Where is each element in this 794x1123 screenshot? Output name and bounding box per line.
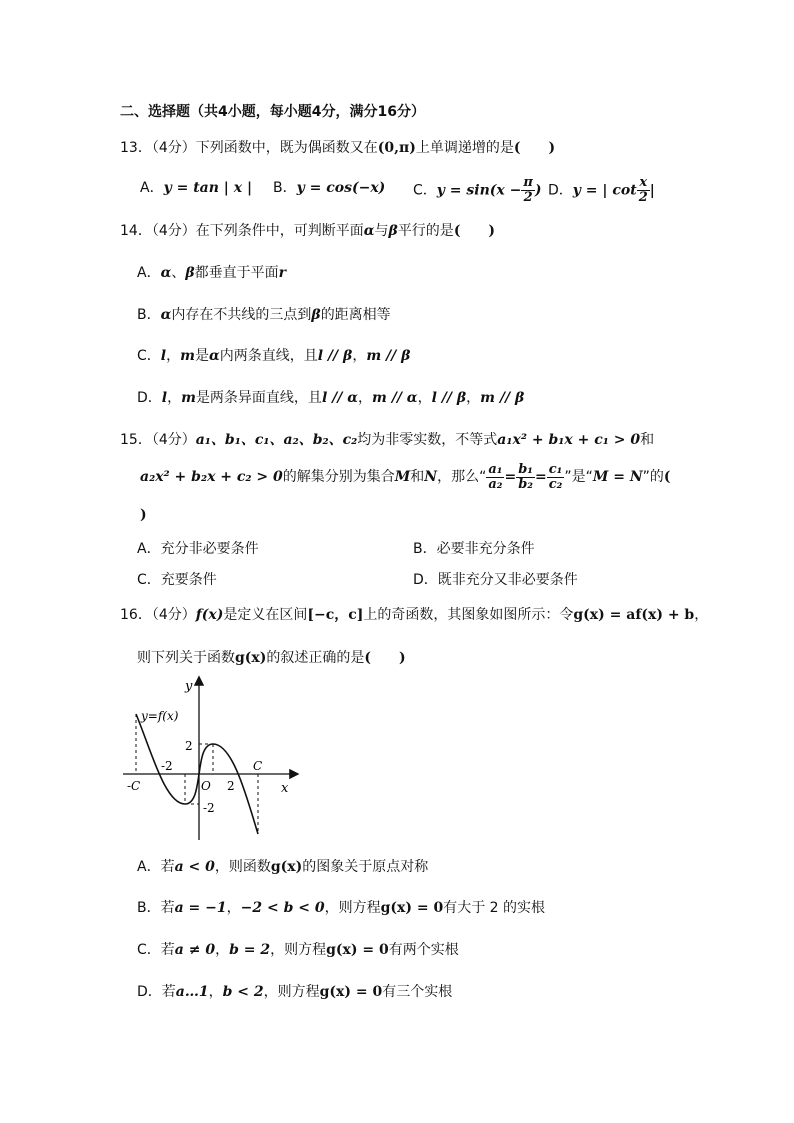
q16-d-t2: ，则方程 [263, 984, 320, 1000]
q13-stem-pre: 13．（4分）下列函数中，既为偶函数又在 [120, 140, 378, 156]
q14-c-v5: m // β [366, 348, 411, 364]
q15-frac-a-num: a₁ [488, 461, 503, 477]
q16-function-graph [115, 670, 305, 850]
q16-d-cond1: a…1 [175, 984, 209, 1000]
q13-a-label: A． [140, 180, 164, 196]
q14-c-label: C． [137, 348, 161, 364]
q15-frac-c-den: c₂ [548, 476, 563, 492]
q16-c-t2: ，则方程 [270, 942, 327, 958]
q16-stem-line2 [137, 648, 406, 668]
q15-frac-b-den: b₂ [518, 476, 534, 492]
q15-frac-a-den: a₂ [488, 476, 503, 492]
q15-paren-close: ) [140, 507, 147, 523]
q13-option-d[interactable] [548, 176, 655, 205]
q13-d-fraction [637, 176, 650, 205]
q15-option-b[interactable]: B．必要非充分条件 [413, 541, 535, 557]
label-neg-c: -C [127, 779, 141, 793]
q16-stem-pre: 16．（4分） [120, 607, 196, 623]
q14-d-t5: ， [466, 390, 481, 406]
q13-a-expr: y = tan | x | [163, 180, 253, 196]
q14-mid: 与 [374, 223, 389, 239]
q15-set-n: N [424, 469, 438, 485]
q15-frac-c-num: c₁ [548, 461, 563, 477]
q16-b-t1: ， [226, 900, 241, 916]
q13-option-a[interactable] [140, 178, 252, 198]
q14-beta: β [388, 223, 398, 239]
q16-gx: g(x) [235, 650, 267, 666]
q13-c-num: π [523, 175, 533, 190]
q16-a-g: g(x) [270, 859, 303, 875]
q14-c-v3: α [208, 348, 220, 364]
q15-frac-a [486, 463, 504, 492]
q14-stem-post: 平行的是 [397, 223, 454, 239]
q16-a-t2: 的图象关于原点对称 [302, 859, 429, 875]
q16-stem [120, 605, 708, 625]
q16-d-label: D．若 [137, 984, 176, 1000]
q14-c-t4: ， [352, 348, 367, 364]
q14-d-v5: l // β [431, 390, 467, 406]
q16-b-cond1: a = −1 [174, 900, 227, 916]
q14-d-v2: m [181, 390, 196, 406]
q16-answer-paren: ( ) [364, 650, 406, 666]
q15-stem [120, 430, 654, 450]
q14-a-v2: β [185, 265, 195, 281]
q16-c-t1: ， [215, 942, 230, 958]
q14-stem [120, 221, 495, 241]
q13-b-label: B． [273, 180, 297, 196]
q15-he: 和 [410, 469, 425, 485]
q15-set-m: M [394, 469, 411, 485]
q15-shi: ”是“ [564, 469, 593, 485]
q13-interval: (0,π) [377, 140, 416, 156]
q15-frac-c [547, 463, 565, 492]
q13-c-fraction [521, 176, 535, 205]
q14-d-label: D． [137, 390, 162, 406]
q13-stem-post: 上单调递增的是 [415, 140, 514, 156]
tick-2-x: 2 [227, 779, 235, 793]
q13-d-label: D． [548, 182, 573, 199]
q14-c-t2: 是 [194, 348, 209, 364]
q16-b-t3: 有大于 2 的实根 [443, 900, 546, 916]
q16-gdef: g(x) = af(x) + b [573, 607, 695, 623]
q13-b-expr: y = cos(−x) [296, 180, 386, 196]
q14-c-v1: l [160, 348, 167, 364]
q13-c-label: C． [413, 182, 437, 199]
q14-b-v1: α [160, 307, 172, 323]
q14-a-t2: 都垂直于平面 [194, 265, 279, 281]
q13-d-post: | [649, 182, 655, 199]
q13-d-num: x [637, 176, 650, 191]
q14-b-t1: 内存在不共线的三点到 [171, 307, 312, 323]
q16-b-cond2: −2 < b < 0 [240, 900, 325, 916]
label-origin: O [201, 779, 211, 793]
q15-ineq2: a₂x² + b₂x + c₂ > 0 [140, 469, 283, 485]
q16-b-t2: ，则方程 [324, 900, 381, 916]
q13-option-c[interactable] [413, 176, 542, 205]
q15-comma: ，那么“ [437, 469, 487, 485]
q15-option-d[interactable]: D．既非充分又非必要条件 [413, 572, 578, 588]
q16-b-label: B．若 [137, 900, 175, 916]
q14-b-v2: β [311, 307, 321, 323]
q13-d-den: 2 [638, 190, 648, 205]
q14-c-t1: ， [166, 348, 181, 364]
q16-a-label: A．若 [137, 859, 175, 875]
q15-and: 和 [640, 432, 655, 448]
q16-d-t1: ， [208, 984, 223, 1000]
q16-line2-pre: 则下列关于函数 [137, 650, 235, 666]
q15-frac-b-num: b₁ [518, 461, 534, 477]
q14-a-v1: α [160, 265, 172, 281]
q15-frac-b [516, 463, 535, 492]
q13-answer-paren: ( ) [513, 140, 556, 156]
q14-b-label: B． [137, 307, 161, 323]
q14-d-v3: l // α [321, 390, 359, 406]
q15-vars: a₁、b₁、c₁、a₂、b₂、c₂ [195, 432, 358, 448]
q14-d-v4: m // α [372, 390, 418, 406]
q13-c-den: 2 [523, 190, 533, 205]
q15-line2-mid: 的解集分别为集合 [282, 469, 395, 485]
q15-m-eq-n: M = N [592, 469, 643, 485]
q13-c-pre: y = sin(x − [436, 182, 522, 199]
q16-line2-post: 的叙述正确的是 [266, 650, 365, 666]
q14-option-d[interactable] [137, 388, 524, 408]
q16-a-cond: a < 0 [174, 859, 215, 875]
q14-option-b[interactable] [137, 305, 391, 325]
q15-eq2: = [535, 469, 547, 485]
q14-d-t4: ， [417, 390, 432, 406]
q16-interval: [−c，c] [307, 607, 364, 623]
q16-option-b[interactable] [137, 898, 545, 918]
q16-option-d[interactable] [137, 982, 452, 1002]
q14-option-a[interactable] [137, 263, 286, 283]
q16-b-eqn: g(x) = 0 [380, 900, 444, 916]
q16-stem-post: 上的奇函数，其图象如图所示：令 [363, 607, 574, 623]
q14-b-t2: 的距离相等 [320, 307, 391, 323]
q16-d-t3: 有三个实根 [382, 984, 453, 1000]
q16-option-a[interactable] [137, 857, 428, 877]
q14-d-v1: l [161, 390, 168, 406]
q14-c-v4: l // β [317, 348, 353, 364]
x-axis-label: x [281, 781, 289, 796]
q16-c-t3: 有两个实根 [388, 942, 459, 958]
q13-stem [120, 138, 555, 158]
q14-stem-pre: 14．（4分）在下列条件中，可判断平面 [120, 223, 364, 239]
q15-eq1: = [504, 469, 517, 485]
label-pos-c: C [253, 759, 263, 773]
q13-d-pre: y = | cot [572, 182, 637, 199]
q14-d-t1: ， [167, 390, 182, 406]
q14-d-t2: 是两条异面直线，且 [195, 390, 322, 406]
y-axis-label: y [185, 679, 193, 694]
q16-c-eqn: g(x) = 0 [326, 942, 389, 958]
q15-ineq1: a₁x² + b₁x + c₁ > 0 [497, 432, 641, 448]
tick-neg2-x: -2 [161, 759, 173, 773]
q15-option-a[interactable]: A．充分非必要条件 [137, 541, 259, 557]
tick-2-y: 2 [185, 739, 193, 753]
q15-stem-mid: 均为非零实数，不等式 [357, 432, 498, 448]
q14-a-t1: 、 [171, 265, 186, 281]
q16-fx: f(x) [195, 607, 224, 623]
q16-c-cond1: a ≠ 0 [174, 942, 216, 958]
q15-stem-line2 [140, 462, 671, 492]
q14-d-t3: ， [358, 390, 373, 406]
q15-de: ”的 [642, 469, 664, 485]
q16-option-c[interactable] [137, 940, 459, 960]
q15-paren-open: ( [663, 469, 671, 485]
q14-a-v3: r [278, 265, 287, 281]
q13-option-b[interactable] [273, 178, 385, 198]
q14-option-c[interactable] [137, 346, 410, 366]
q15-stem-pre: 15．（4分） [120, 432, 196, 448]
tick-neg2-y: -2 [203, 801, 215, 815]
q14-answer-paren: ( ) [453, 223, 496, 239]
q14-c-v2: m [180, 348, 195, 364]
section-title: 二、选择题（共4小题，每小题4分，满分16分） [120, 104, 425, 120]
q14-d-v6: m // β [480, 390, 525, 406]
q13-c-post: ) [534, 182, 542, 199]
q16-c-label: C．若 [137, 942, 175, 958]
q14-c-t3: 内两条直线，且 [219, 348, 318, 364]
curve-label: y=f(x) [141, 709, 179, 723]
q14-alpha: α [363, 223, 375, 239]
q16-stem-mid: 是定义在区间 [223, 607, 308, 623]
q16-stem-end: ， [694, 607, 709, 623]
q16-d-eqn: g(x) = 0 [319, 984, 383, 1000]
q16-c-cond2: b = 2 [229, 942, 271, 958]
q15-option-c[interactable]: C．充要条件 [137, 572, 217, 588]
q16-a-t1: ，则函数 [214, 859, 271, 875]
q14-a-label: A． [137, 265, 161, 281]
q16-d-cond2: b < 2 [222, 984, 264, 1000]
